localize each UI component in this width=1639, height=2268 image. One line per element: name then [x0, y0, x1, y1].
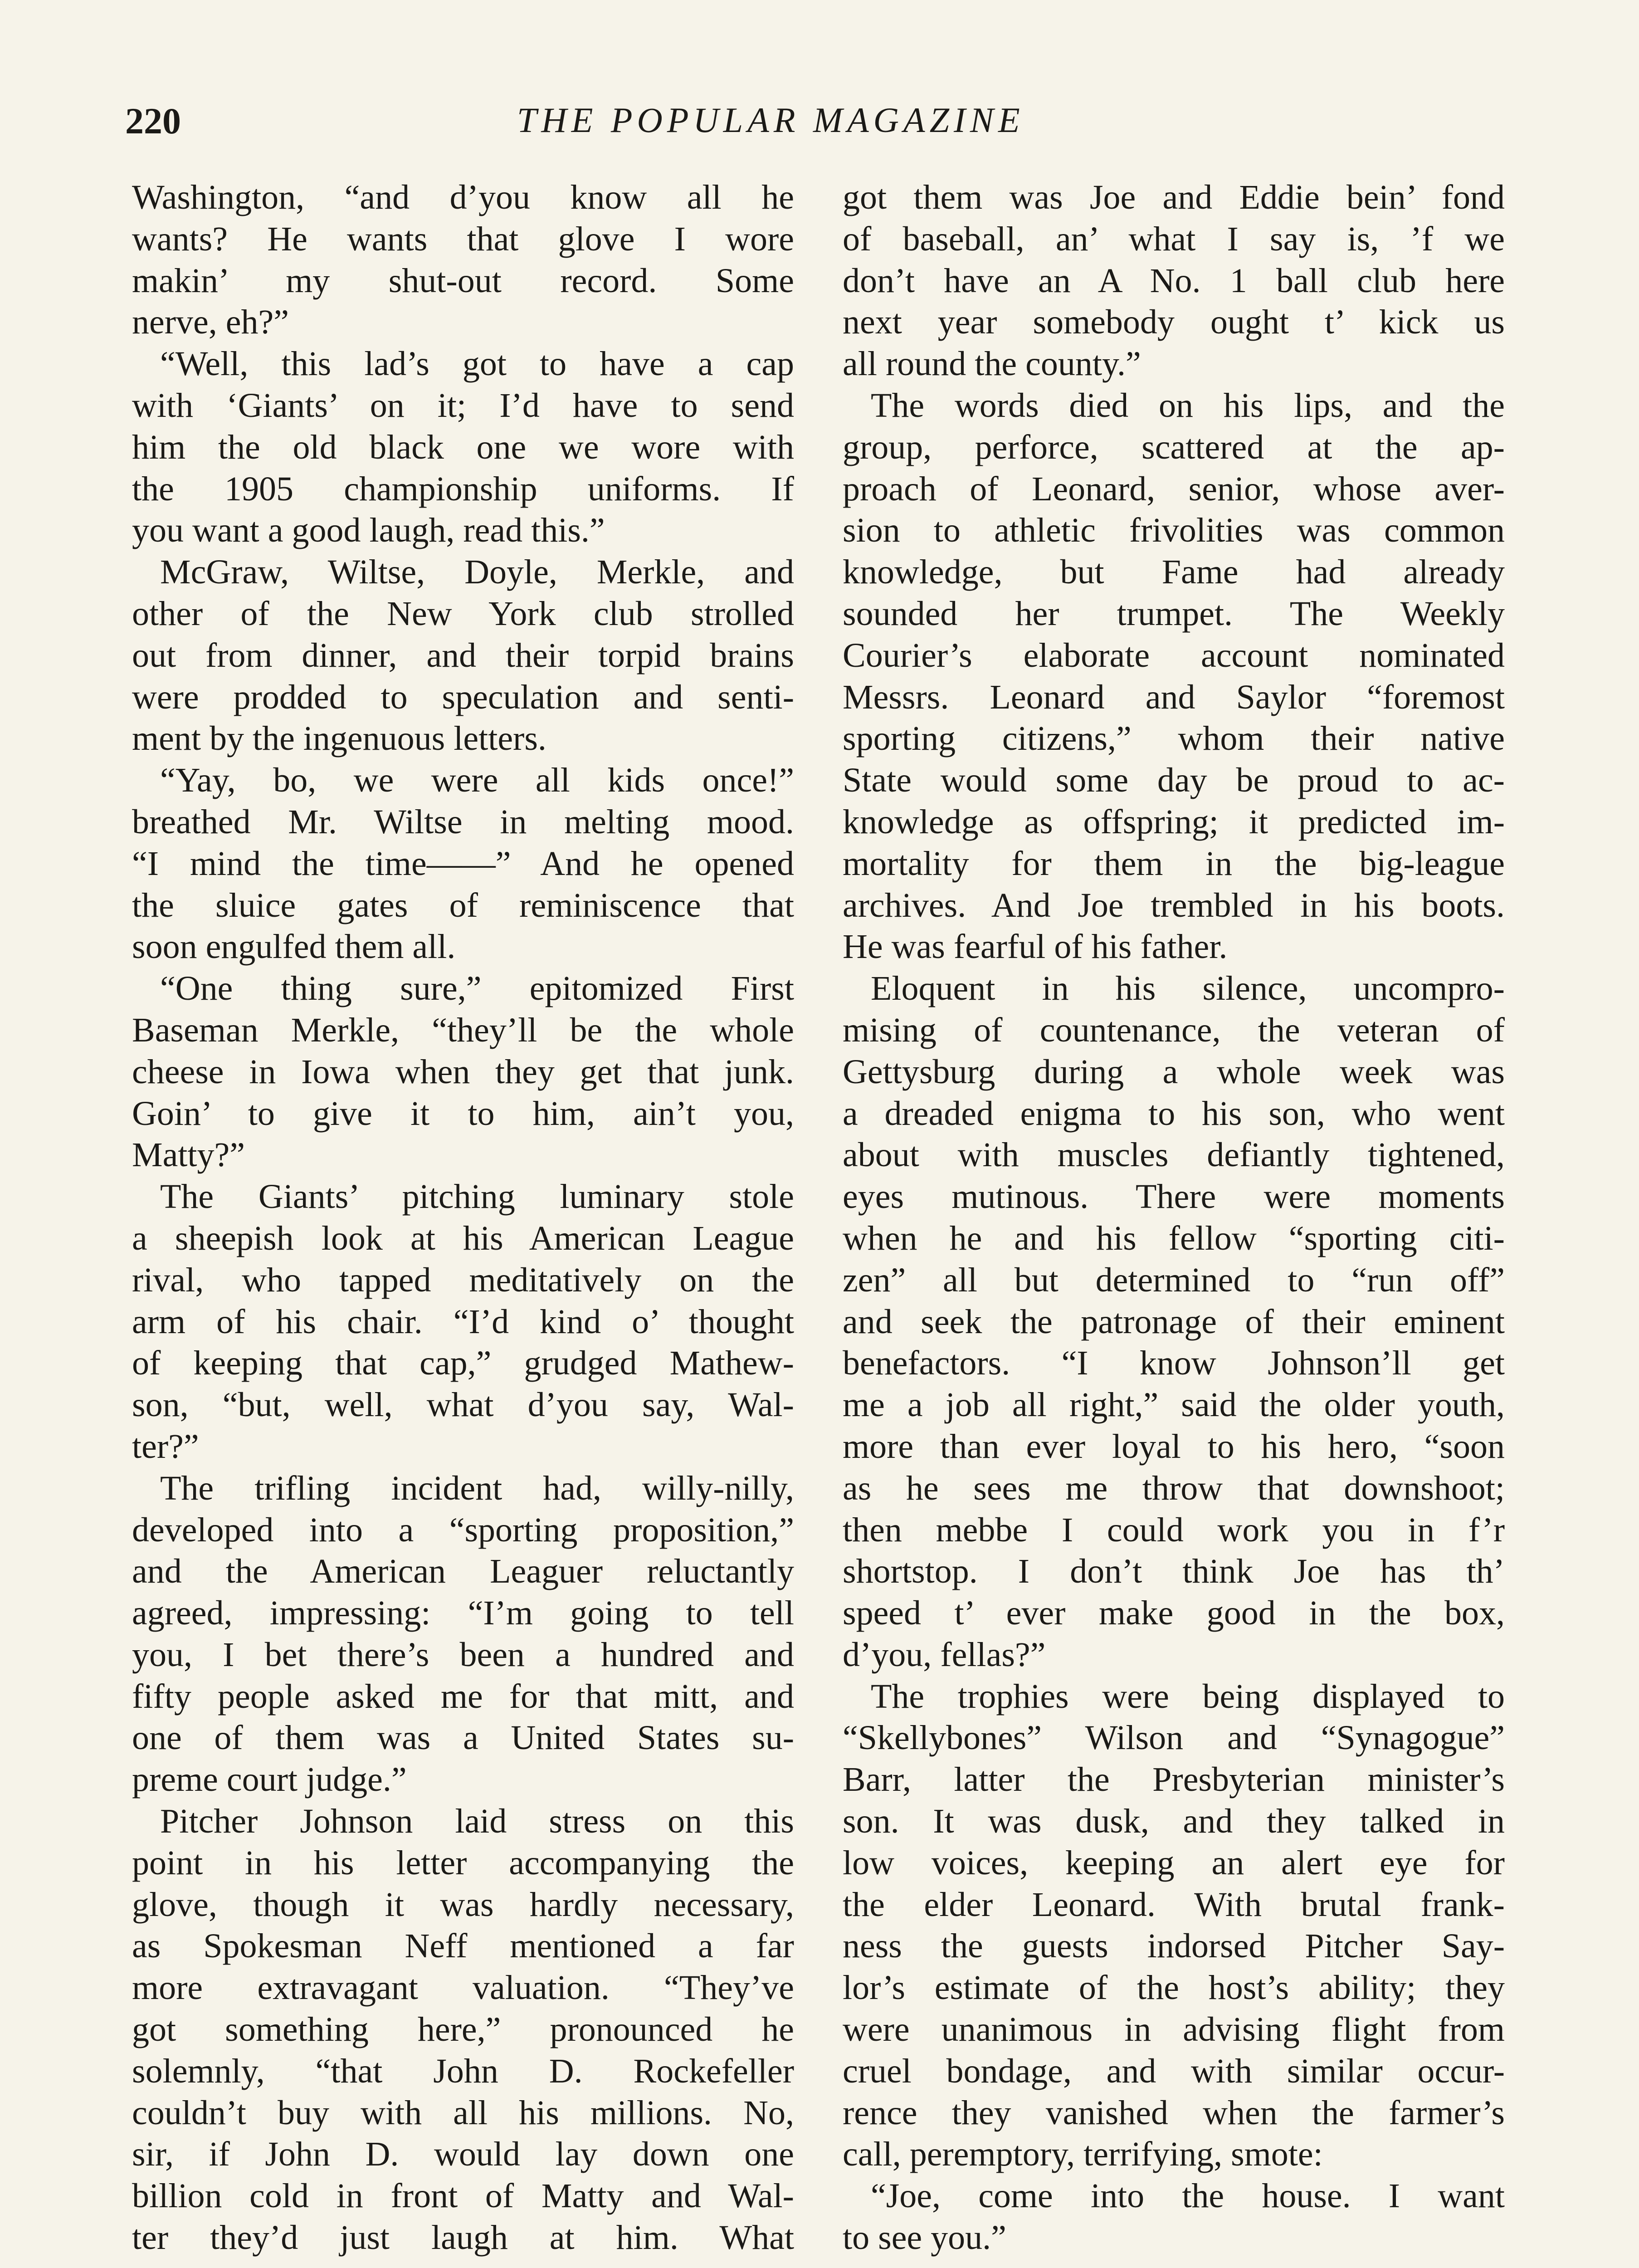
text-line: when he and his fellow “sporting citi-	[843, 1219, 1505, 1257]
text-line: couldn’t buy with all his millions. No,	[132, 2093, 794, 2132]
text-line: breathed Mr. Wiltse in melting mood.	[132, 802, 794, 841]
text-line: Eloquent in his silence, uncompro-	[871, 969, 1505, 1008]
text-line: rence they vanished when the farmer’s	[843, 2093, 1505, 2132]
text-line: “Joe, come into the house. I want	[871, 2177, 1505, 2215]
text-line: The Giants’ pitching luminary stole	[160, 1178, 794, 1216]
text-line: of baseball, an’ what I say is, ’f we	[843, 220, 1505, 258]
text-line: “Skellybones” Wilson and “Synagogue”	[843, 1719, 1505, 1757]
text-line: knowledge, but Fame had already	[843, 553, 1505, 591]
text-line: The words died on his lips, and the	[871, 386, 1505, 425]
text-line: Messrs. Leonard and Saylor “foremost	[843, 678, 1505, 716]
text-line: lor’s estimate of the host’s ability; they	[843, 1969, 1505, 2007]
text-line: State would some day be proud to ac-	[843, 761, 1505, 800]
text-line: Pitcher Johnson laid stress on this	[160, 1802, 794, 1841]
text-line: with ‘Giants’ on it; I’d have to send	[132, 386, 794, 425]
text-line: a dreaded enigma to his son, who went	[843, 1094, 1505, 1133]
text-line: about with muscles defiantly tightened,	[843, 1136, 1505, 1174]
text-line: sounded her trumpet. The Weekly	[843, 594, 1505, 633]
text-line: “Well, this lad’s got to have a cap	[160, 345, 794, 383]
text-line: more than ever loyal to his hero, “soon	[843, 1427, 1505, 1466]
text-line: “I mind the time——” And he opened	[132, 844, 794, 883]
text-line: makin’ my shut-out record. Some	[132, 261, 794, 300]
running-title: THE POPULAR MAGAZINE	[517, 100, 1024, 140]
text-line: “One thing sure,” epitomized First	[160, 969, 794, 1008]
text-line: all round the county.”	[843, 345, 1141, 383]
text-line: shortstop. I don’t think Joe has th’	[843, 1552, 1505, 1591]
text-line: of keeping that cap,” grudged Mathew-	[132, 1344, 794, 1383]
text-line: group, perforce, scattered at the ap-	[843, 428, 1505, 466]
text-line: He was fearful of his father.	[843, 928, 1228, 966]
text-line: knowledge as offspring; it predicted im-	[843, 802, 1505, 841]
text-line: fifty people asked me for that mitt, and	[132, 1677, 794, 1716]
text-line: the sluice gates of reminiscence that	[132, 886, 794, 924]
text-line: d’you, fellas?”	[843, 1635, 1046, 1674]
text-line: son. It was dusk, and they talked in	[843, 1802, 1505, 1841]
text-line: got something here,” pronounced he	[132, 2010, 794, 2049]
text-line: were prodded to speculation and senti-	[132, 678, 794, 716]
text-line: eyes mutinous. There were moments	[843, 1178, 1505, 1216]
text-line: the 1905 championship uniforms. If	[132, 469, 794, 508]
text-line: nerve, eh?”	[132, 303, 289, 342]
text-line: call, peremptory, terrifying, smote:	[843, 2135, 1323, 2174]
text-line: don’t have an A No. 1 ball club here	[843, 261, 1505, 300]
text-line: speed t’ ever make good in the box,	[843, 1594, 1505, 1633]
text-line: preme court judge.”	[132, 1760, 407, 1799]
text-line: zen” all but determined to “run off”	[843, 1261, 1505, 1299]
text-line: more extravagant valuation. “They’ve	[132, 1969, 794, 2007]
text-line: cheese in Iowa when they get that junk.	[132, 1052, 794, 1091]
text-line: billion cold in front of Matty and Wal-	[132, 2177, 794, 2215]
text-line: to see you.”	[843, 2219, 1006, 2257]
text-line: Washington, “and d’you know all he	[132, 178, 794, 216]
page-number: 220	[125, 100, 181, 142]
text-line: glove, though it was hardly necessary,	[132, 1885, 794, 1924]
text-line: “Yay, bo, we were all kids once!”	[160, 761, 794, 800]
text-line: agreed, impressing: “I’m going to tell	[132, 1594, 794, 1633]
text-line: point in his letter accompanying the	[132, 1843, 794, 1882]
text-line: ness the guests indorsed Pitcher Say-	[843, 1927, 1505, 1965]
text-line: sporting citizens,” whom their native	[843, 719, 1505, 758]
text-line: me a job all right,” said the older youth,	[843, 1386, 1505, 1424]
text-line: ment by the ingenuous letters.	[132, 719, 546, 758]
text-line: solemnly, “that John D. Rockefeller	[132, 2052, 794, 2090]
text-line: mortality for them in the big-league	[843, 844, 1505, 883]
text-line: McGraw, Wiltse, Doyle, Merkle, and	[160, 553, 794, 591]
text-line: rival, who tapped meditatively on the	[132, 1261, 794, 1299]
text-line: archives. And Joe trembled in his boots.	[843, 886, 1505, 924]
text-line: and seek the patronage of their eminent	[843, 1302, 1505, 1341]
text-line: sir, if John D. would lay down one	[132, 2135, 794, 2174]
text-line: developed into a “sporting proposition,”	[132, 1510, 794, 1549]
text-line: the elder Leonard. With brutal frank-	[843, 1885, 1505, 1924]
text-line: mising of countenance, the veteran of	[843, 1011, 1505, 1049]
text-line: low voices, keeping an alert eye for	[843, 1843, 1505, 1882]
text-line: son, “but, well, what d’you say, Wal-	[132, 1386, 794, 1424]
text-line: Courier’s elaborate account nominated	[843, 636, 1505, 675]
text-line: Barr, latter the Presbyterian minister’s	[843, 1760, 1505, 1799]
text-line: The trifling incident had, willy-nilly,	[160, 1469, 794, 1507]
text-line: as Spokesman Neff mentioned a far	[132, 1927, 794, 1965]
text-line: Goin’ to give it to him, ain’t you,	[132, 1094, 794, 1133]
text-line: you want a good laugh, read this.”	[132, 511, 605, 550]
text-line: Gettysburg during a whole week was	[843, 1052, 1505, 1091]
text-line: other of the New York club strolled	[132, 594, 794, 633]
text-line: soon engulfed them all.	[132, 928, 456, 966]
text-line: next year somebody ought t’ kick us	[843, 303, 1505, 342]
text-line: him the old black one we wore with	[132, 428, 794, 466]
text-line: Matty?”	[132, 1136, 245, 1174]
text-line: got them was Joe and Eddie bein’ fond	[843, 178, 1505, 216]
text-line: wants? He wants that glove I wore	[132, 220, 794, 258]
text-line: then mebbe I could work you in f’r	[843, 1510, 1505, 1549]
text-line: sion to athletic frivolities was common	[843, 511, 1505, 550]
text-line: proach of Leonard, senior, whose aver-	[843, 469, 1505, 508]
text-line: arm of his chair. “I’d kind o’ thought	[132, 1302, 794, 1341]
text-line: as he sees me throw that downshoot;	[843, 1469, 1505, 1507]
text-line: out from dinner, and their torpid brains	[132, 636, 794, 675]
text-line: were unanimous in advising flight from	[843, 2010, 1505, 2049]
left-text-column	[132, 177, 794, 2259]
text-line: Baseman Merkle, “they’ll be the whole	[132, 1011, 794, 1049]
text-line: a sheepish look at his American League	[132, 1219, 794, 1257]
right-text-column	[843, 177, 1505, 2259]
text-line: cruel bondage, and with similar occur-	[843, 2052, 1505, 2090]
text-line: you, I bet there’s been a hundred and	[132, 1635, 794, 1674]
text-line: benefactors. “I know Johnson’ll get	[843, 1344, 1505, 1383]
text-line: one of them was a United States su-	[132, 1719, 794, 1757]
text-line: and the American Leaguer reluctantly	[132, 1552, 794, 1591]
text-line: The trophies were being displayed to	[871, 1677, 1505, 1716]
text-line: ter?”	[132, 1427, 199, 1466]
text-line: ter they’d just laugh at him. What	[132, 2219, 794, 2257]
